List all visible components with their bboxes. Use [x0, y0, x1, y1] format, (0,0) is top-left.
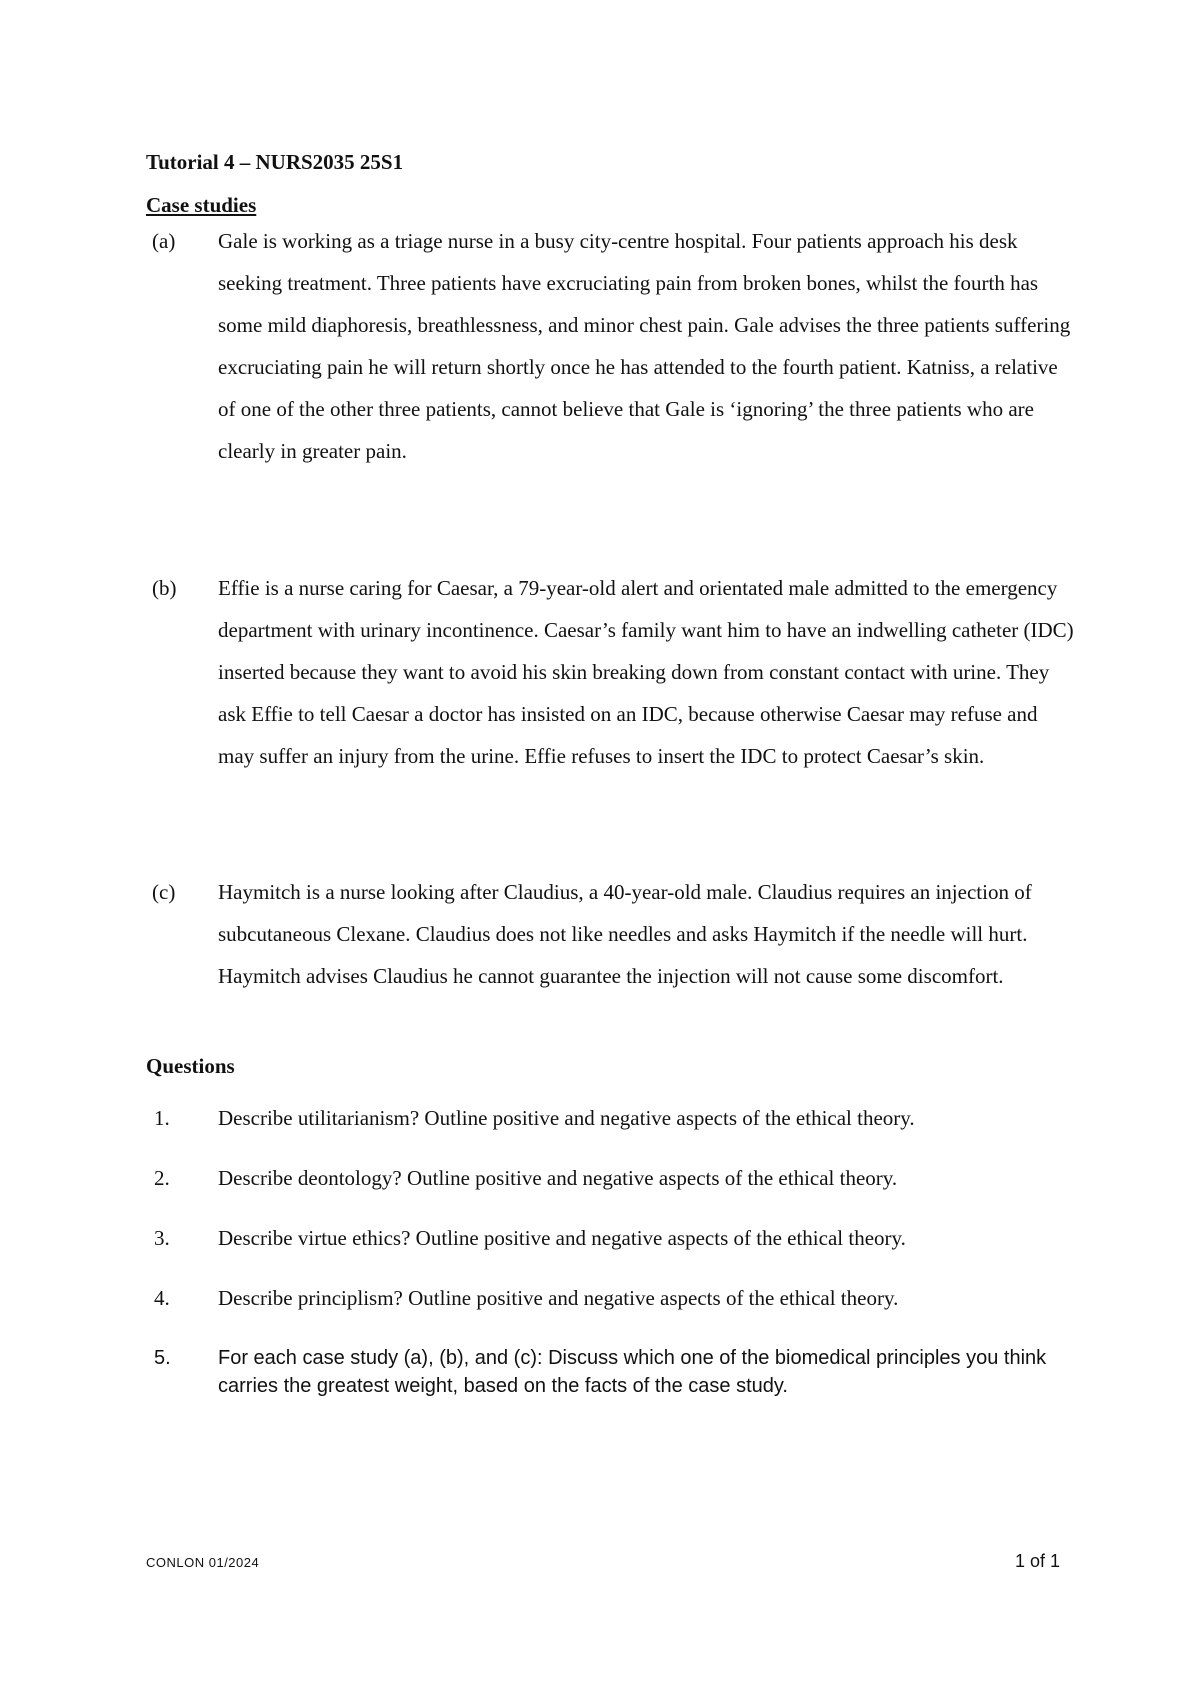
page-title: Tutorial 4 – NURS2035 25S1	[146, 150, 404, 174]
case-studies-heading: Case studies	[146, 193, 257, 217]
question-text: Describe utilitarianism? Outline positive and negative aspects of the ethical theory.	[218, 1106, 915, 1130]
question-text: Describe virtue ethics? Outline positive and negative aspects of the ethical theory.	[218, 1226, 906, 1250]
question-text: Describe principlism? Outline positive and negative aspects of the ethical theory.	[218, 1286, 899, 1310]
footer-author-date: CONLON 01/2024	[146, 1555, 260, 1570]
question-number: 5.	[154, 1347, 171, 1369]
question-text: For each case study (a), (b), and (c): Discuss which one of the biomedical principles you think carries the greatest weight, based on the facts of the case study.	[218, 1347, 1047, 1397]
question-number: 1.	[154, 1106, 170, 1130]
question-item	[146, 1284, 1076, 1312]
question-text: Describe deontology? Outline positive and negative aspects of the ethical theory.	[218, 1166, 898, 1190]
case-marker: (a)	[152, 229, 176, 253]
case-study-a	[146, 220, 1076, 472]
case-text: Effie is a nurse caring for Caesar, a 79-year-old alert and orientated male admitted to the emergency department with urinary incontinence. Caesar’s family want him to have an indwelling catheter (IDC) inserted because they want to avoid his skin breaking down from constant contact with urine. They ask Effie to tell Caesar a doctor has insisted on an IDC, because otherwise Caesar may refuse and may suffer an injury from the urine. Effie refuses to insert the IDC to protect Caesar’s skin.	[218, 576, 1074, 768]
question-item	[146, 1104, 1076, 1132]
question-item	[146, 1344, 1076, 1400]
page-number: 1 of 1	[1014, 1551, 1060, 1571]
question-number: 3.	[154, 1226, 170, 1250]
case-marker: (c)	[152, 880, 176, 904]
questions-heading: Questions	[146, 1054, 235, 1078]
case-text: Gale is working as a triage nurse in a busy city-centre hospital. Four patients approach his desk seeking treatment. Three patients have excruciating pain from broken bones, whilst the fourth has some mild diaphoresis, breathlessness, and minor chest pain. Gale advises the three patients suffering excruciating pain he will return shortly once he has attended to the fourth patient. Katniss, a relative of one of the other three patients, cannot believe that Gale is ‘ignoring’ the three patients who are clearly in greater pain.	[218, 229, 1071, 463]
question-item	[146, 1224, 1076, 1252]
question-number: 4.	[154, 1286, 170, 1310]
question-item	[146, 1164, 1076, 1192]
case-marker: (b)	[152, 576, 177, 600]
case-study-b	[146, 567, 1076, 777]
case-text: Haymitch is a nurse looking after Claudius, a 40-year-old male. Claudius requires an injection of subcutaneous Clexane. Claudius does not like needles and asks Haymitch if the needle will hurt. Haymitch advises Claudius he cannot guarantee the injection will not cause some discomfort.	[218, 880, 1032, 988]
case-study-c	[146, 871, 1076, 997]
question-number: 2.	[154, 1166, 170, 1190]
